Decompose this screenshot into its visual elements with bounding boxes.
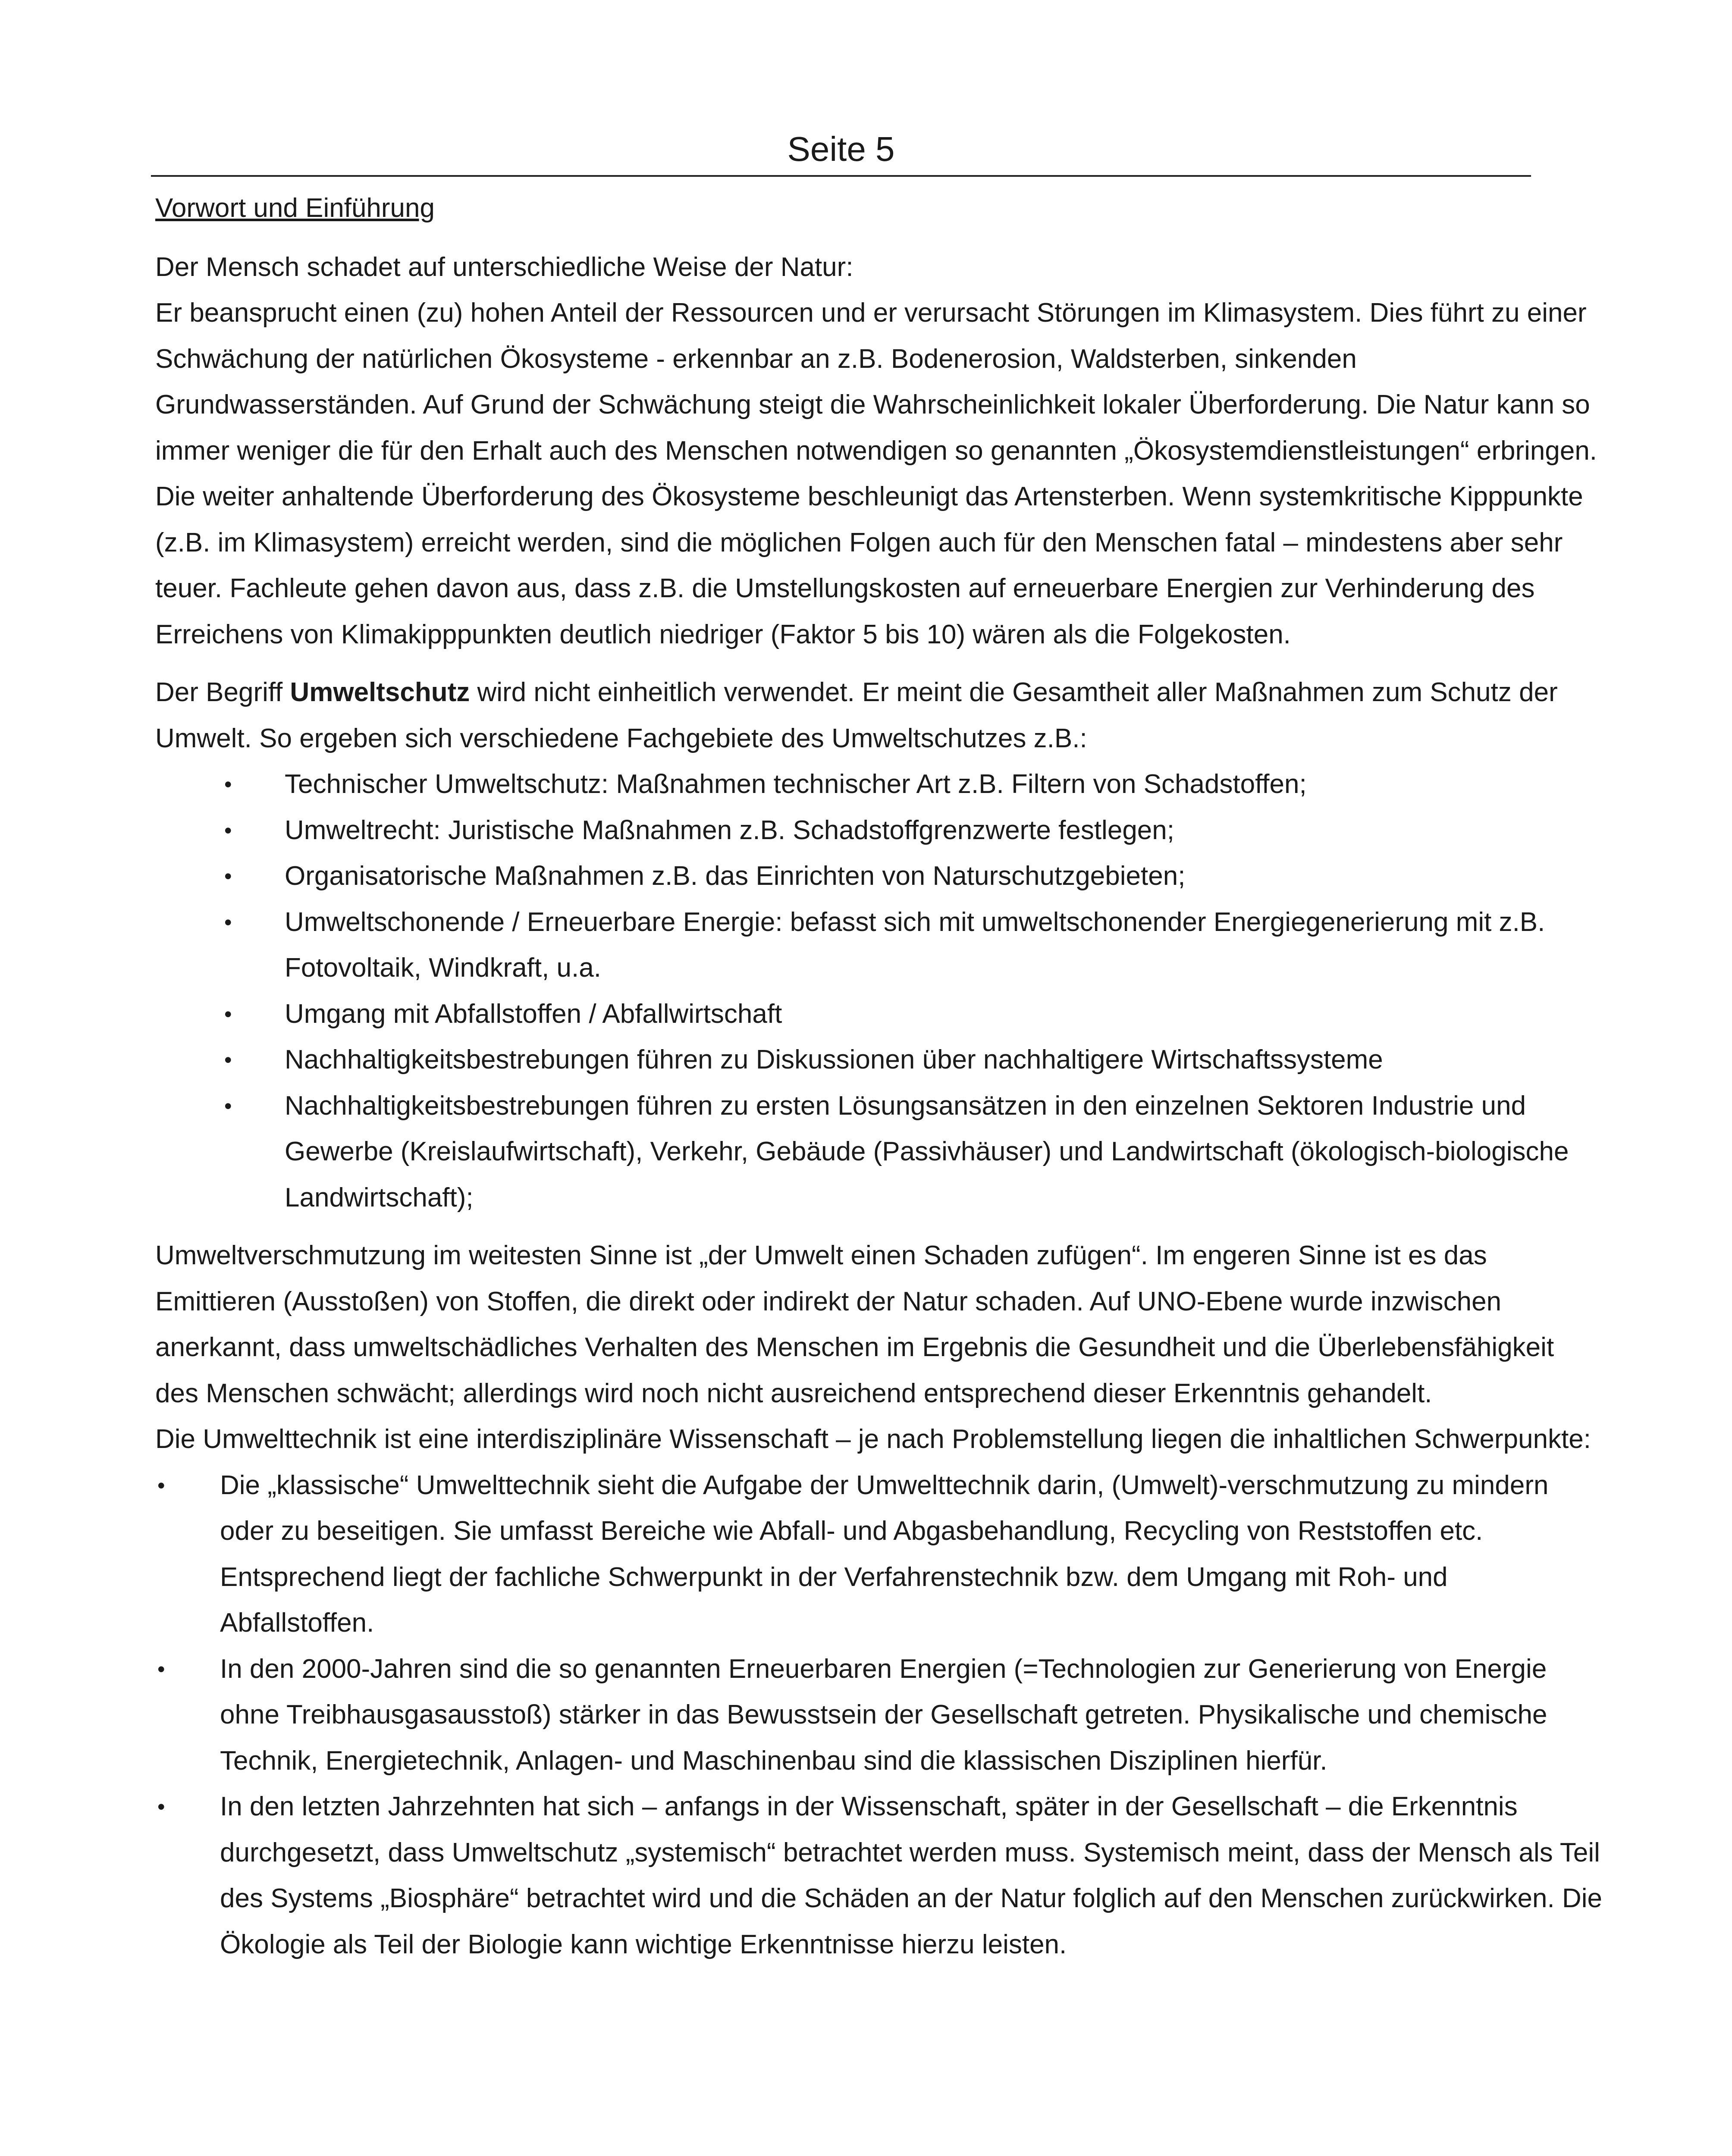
list-item-text: Die „klassische“ Umwelttechnik sieht die Aufgabe der Umwelttechnik darin, (Umwelt)-verschmutzung zu mindern oder zu beseitigen. Sie umfasst Bereiche wie Abfall- und Abgasbehandlung, Recycling von Reststoffen etc. Entsprechend liegt der fachliche Schwerpunkt in der Verfahrenstechnik bzw. dem Umgang mit Roh- und Abfallstoffen. bbox=[220, 1470, 1549, 1638]
intro-first-line: Der Mensch schadet auf unterschiedliche Weise der Natur: bbox=[155, 252, 853, 282]
bullet-icon: • bbox=[157, 1657, 165, 1681]
list-item-text: Nachhaltigkeitsbestrebungen führen zu ersten Lösungsansätzen in den einzelnen Sektoren Industrie und Gewerbe (Kreislaufwirtschaft), Verkehr, Gebäude (Passivhäuser) und Landwirtschaft (ökologisch-biologische Landwirtschaft); bbox=[285, 1091, 1569, 1213]
list-item bbox=[155, 853, 1604, 899]
intro-paragraph bbox=[155, 244, 1604, 658]
list-item-text: Umgang mit Abfallstoffen / Abfallwirtschaft bbox=[285, 999, 782, 1029]
list-item bbox=[155, 1083, 1604, 1221]
list-item-text: Umweltrecht: Juristische Maßnahmen z.B. Schadstoffgrenzwerte festlegen; bbox=[285, 815, 1174, 845]
list-item bbox=[155, 761, 1604, 808]
list-item bbox=[155, 1463, 1604, 1646]
bullet-icon: • bbox=[224, 1002, 232, 1026]
umweltverschmutzung-paragraph: Umweltverschmutzung im weitesten Sinne ist „der Umwelt einen Schaden zufügen“. Im engeren Sinne ist es das Emittieren (Ausstoßen) von Stoffen, die direkt oder indirekt der Natur schaden. Auf UNO-Ebene wurde inzwischen anerkannt, dass umweltschädliches Verhalten des Menschen im Ergebnis die Gesundheit und die Überlebensfähigkeit des Menschen schwächt; allerdings wird noch nicht ausreichend entsprechend dieser Erkenntnis gehandelt. bbox=[155, 1241, 1554, 1408]
document-body bbox=[155, 185, 1604, 1968]
schwerpunkte-list bbox=[155, 1463, 1604, 1968]
umweltschutz-term: Umweltschutz bbox=[290, 677, 470, 707]
bullet-icon: • bbox=[224, 910, 232, 934]
umweltschutz-paragraph bbox=[155, 670, 1604, 761]
list-item-text: In den 2000-Jahren sind die so genannten Erneuerbaren Energien (=Technologien zur Generierung von Energie ohne Treibhausgasausstoß) stärker in das Bewusstsein der Gesellschaft getreten. Physikalische und chemische Technik, Energietechnik, Anlagen- und Maschinenbau sind die klassischen Disziplinen hierfür. bbox=[220, 1654, 1547, 1776]
list-item bbox=[155, 1784, 1604, 1968]
section-heading: Vorwort und Einführung bbox=[155, 193, 435, 223]
list-item-text: Nachhaltigkeitsbestrebungen führen zu Diskussionen über nachhaltigere Wirtschaftssysteme bbox=[285, 1045, 1383, 1075]
fachgebiete-list bbox=[155, 761, 1604, 1221]
umwelttechnik-paragraph: Die Umwelttechnik ist eine interdisziplinäre Wissenschaft – je nach Problemstellung liegen die inhaltlichen Schwerpunkte: bbox=[155, 1424, 1591, 1454]
list-item bbox=[155, 808, 1604, 854]
page-header bbox=[151, 125, 1531, 177]
page-number-title: Seite 5 bbox=[787, 130, 895, 168]
bullet-icon: • bbox=[224, 864, 232, 888]
list-item-text: Organisatorische Maßnahmen z.B. das Einrichten von Naturschutzgebieten; bbox=[285, 861, 1186, 891]
bullet-icon: • bbox=[157, 1795, 165, 1819]
umweltschutz-prefix: Der Begriff bbox=[155, 677, 290, 707]
bullet-icon: • bbox=[224, 1094, 232, 1118]
list-item bbox=[155, 899, 1604, 991]
bullet-icon: • bbox=[224, 1048, 232, 1072]
list-item bbox=[155, 1646, 1604, 1784]
bullet-icon: • bbox=[157, 1473, 165, 1498]
list-item-text: Technischer Umweltschutz: Maßnahmen technischer Art z.B. Filtern von Schadstoffen; bbox=[285, 769, 1307, 799]
intro-text: Er beansprucht einen (zu) hohen Anteil der Ressourcen und er verursacht Störungen im Klimasystem. Dies führt zu einer Schwächung der natürlichen Ökosysteme - erkennbar an z.B. Bodenerosion, Waldsterben, sinkenden Grundwasserständen. Auf Grund der Schwächung steigt die Wahrscheinlichkeit lokaler Überforderung. Die Natur kann so immer weniger die für den Erhalt auch des Menschen notwendigen so genannten „Ökosystemdienstleistungen“ erbringen. Die weiter anhaltende Überforderung des Ökosysteme beschleunigt das Artensterben. Wenn systemkritische Kipppunkte (z.B. im Klimasystem) erreicht werden, sind die möglichen Folgen auch für den Menschen fatal – mindestens aber sehr teuer. Fachleute gehen davon aus, dass z.B. die Umstellungskosten auf erneuerbare Energien zur Verhinderung des Erreichens von Klimakipppunkten deutlich niedriger (Faktor 5 bis 10) wären als die Folgekosten. bbox=[155, 298, 1597, 649]
list-item-text: Umweltschonende / Erneuerbare Energie: befasst sich mit umweltschonender Energiegenerierung mit z.B. Fotovoltaik, Windkraft, u.a. bbox=[285, 907, 1545, 983]
list-item bbox=[155, 991, 1604, 1037]
bullet-icon: • bbox=[224, 772, 232, 796]
umweltschutz-suffix: wird nicht einheitlich verwendet. Er meint die Gesamtheit aller Maßnahmen zum Schutz der Umwelt. So ergeben sich verschiedene Fachgebiete des Umweltschutzes z.B.: bbox=[155, 677, 1558, 753]
list-item bbox=[155, 1037, 1604, 1083]
list-item-text: In den letzten Jahrzehnten hat sich – anfangs in der Wissenschaft, später in der Gesellschaft – die Erkenntnis durchgesetzt, dass Umweltschutz „systemisch“ betrachtet werden muss. Systemisch meint, dass der Mensch als Teil des Systems „Biosphäre“ betrachtet wird und die Schäden an der Natur folglich auf den Menschen zurückwirken. Die Ökologie als Teil der Biologie kann wichtige Erkenntnisse hierzu leisten. bbox=[220, 1792, 1602, 1959]
bullet-icon: • bbox=[224, 818, 232, 843]
